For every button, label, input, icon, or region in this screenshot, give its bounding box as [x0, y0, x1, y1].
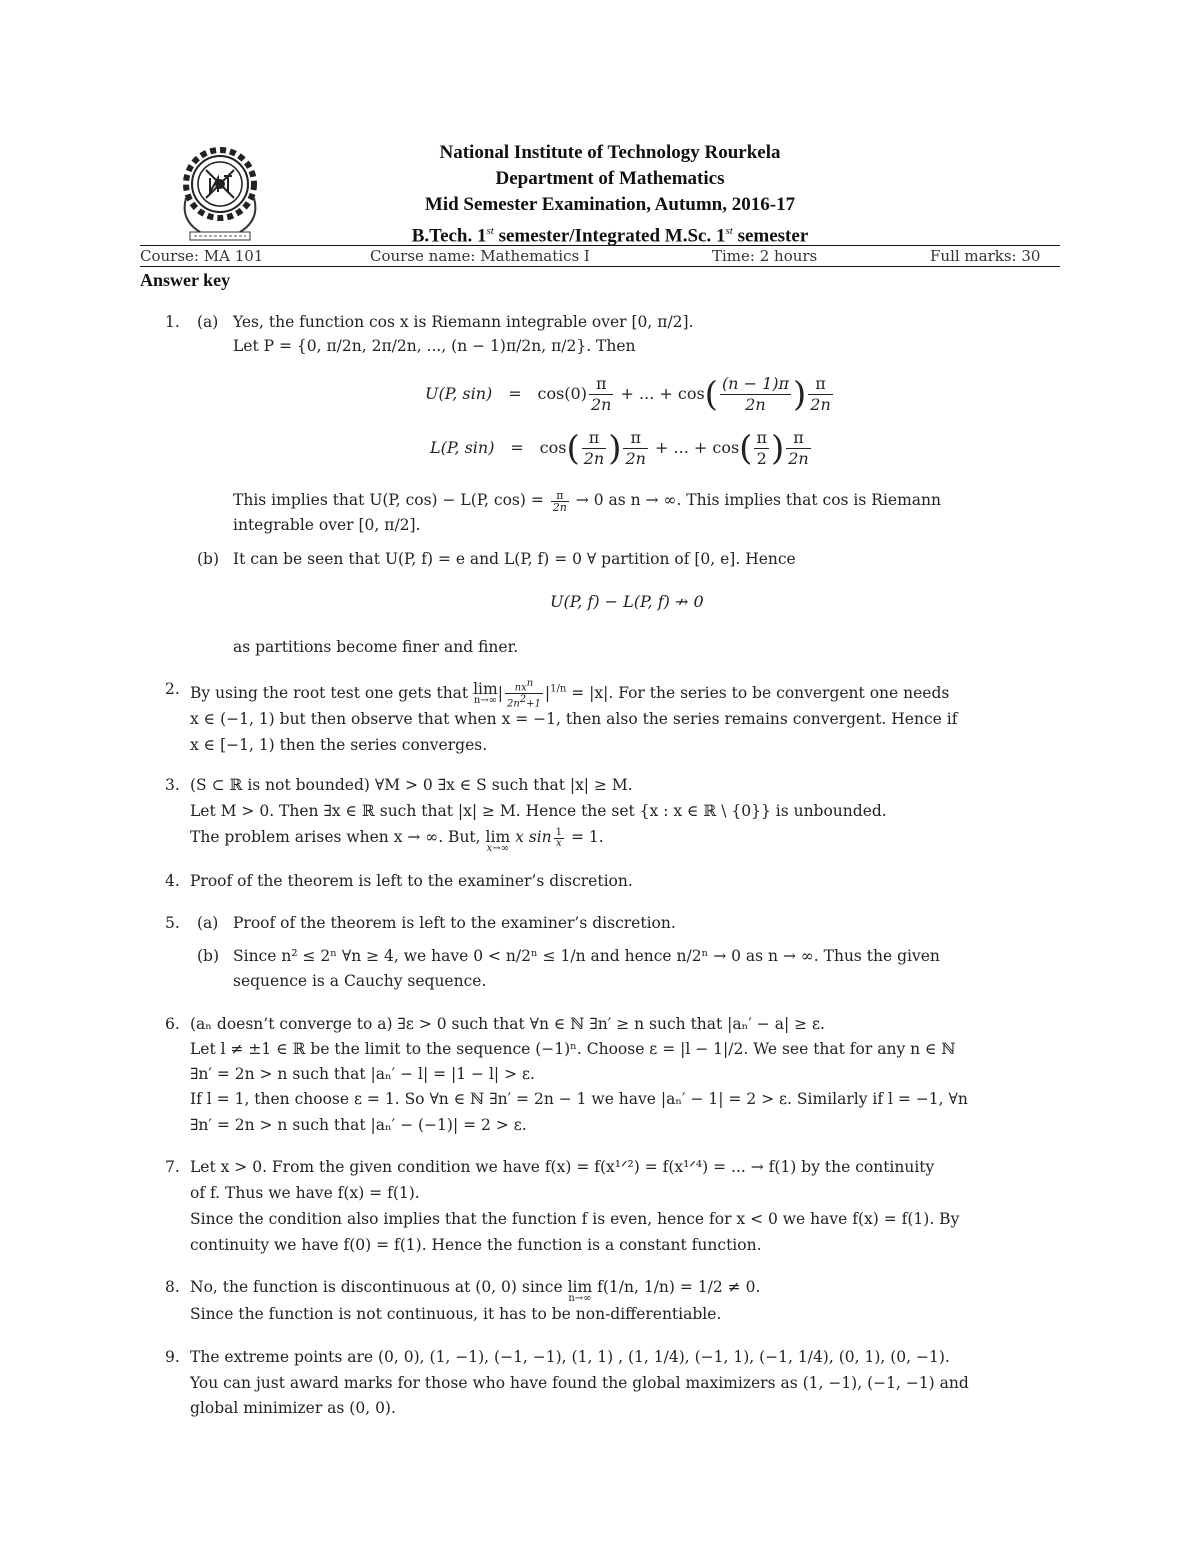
- q9-line1: The extreme points are (0, 0), (1, −1), (−1, −1), (1, 1) , (1, 1/4), (−1, 1), (−1, 1/4), (0, 1), (0, −1).: [190, 1348, 950, 1366]
- q1b-line2: as partitions become finer and finer.: [233, 638, 519, 656]
- department-name: Department of Mathematics: [495, 168, 725, 189]
- q4-number: 4.: [165, 872, 180, 890]
- q2-line3: x ∈ [−1, 1) then the series converges.: [190, 736, 488, 754]
- programme-line: B.Tech. 1st semester/Integrated M.Sc. 1st semester: [411, 225, 809, 247]
- q6-line5: ∃n′ = 2n > n such that |aₙ′ − (−1)| = 2 > ε.: [190, 1116, 527, 1134]
- q1-lower-sum-equation: L(P, sin) = cos( $\frac{\pi}{2n}$ ) $\frac{\pi}{2n}$ + ... + cos( $\frac{\pi}{2}$ ) $\frac{\pi}{2n}$: [430, 428, 809, 469]
- q2-line2: x ∈ (−1, 1) but then observe that when x = −1, then also the series remains convergent. Hence if: [190, 710, 958, 728]
- q7-line1: Let x > 0. From the given condition we have f(x) = f(x¹ᐟ²) = f(x¹ᐟ⁴) = ... → f(1) by the continuity: [190, 1158, 935, 1176]
- q9-line3: global minimizer as (0, 0).: [190, 1399, 396, 1417]
- q3-number: 3.: [165, 776, 180, 794]
- header-divider-bottom: [140, 266, 1060, 267]
- exam-header: [300, 140, 920, 249]
- q2-line1: By using the root test one gets that lim n→∞ | $\frac{nx^n}{2n^2+1}$ $|^{1/n} = |x|$. For the series to be convergent one needs: [190, 678, 950, 710]
- answer-key-title: Answer key: [140, 270, 231, 290]
- institute-name: National Institute of Technology Rourkela: [439, 142, 781, 163]
- q8-line1: No, the function is discontinuous at (0, 0) since lim n→∞ f(1/n, 1/n) = 1/2 ≠ 0.: [190, 1278, 761, 1304]
- institute-logo-icon: [178, 140, 262, 244]
- q5a-line1: Proof of the theorem is left to the examiner’s discretion.: [233, 914, 676, 932]
- q5a-label: (a): [197, 914, 219, 932]
- q6-number: 6.: [165, 1015, 180, 1033]
- exam-duration: Time: 2 hours: [712, 247, 818, 265]
- q7-line3: Since the condition also implies that the function f is even, hence for x < 0 we have f(x) = f(1). By: [190, 1210, 960, 1228]
- q1b-label: (b): [197, 550, 220, 568]
- q5b-line2: sequence is a Cauchy sequence.: [233, 972, 487, 990]
- q3-line3: The problem arises when x → ∞. But, lim x→∞ x sin $\frac{1}{x}$ = 1.: [190, 826, 604, 854]
- course-name: Course name: Mathematics I: [370, 247, 590, 265]
- q1-number: 1.: [165, 313, 180, 331]
- q1b-equation: U(P, f) − L(P, f) ↛ 0: [550, 592, 704, 611]
- q6-line1: (aₙ doesn’t converge to a) ∃ε > 0 such that ∀n ∈ ℕ ∃n′ ≥ n such that |aₙ′ − a| ≥ ε.: [190, 1015, 825, 1033]
- q8-number: 8.: [165, 1278, 180, 1296]
- q1a-line1: Yes, the function cos x is Riemann integrable over [0, π/2].: [233, 313, 694, 331]
- q9-line2: You can just award marks for those who have found the global maximizers as (1, −1), (−1, −1) and: [190, 1374, 969, 1392]
- q1a-line3: This implies that U(P, cos) − L(P, cos) = $\frac{\pi}{2n}$ → 0 as n → ∞. This implies that cos is Riemann: [233, 488, 941, 514]
- q1-upper-sum-equation: U(P, sin) = cos(0) $\frac{\pi}{2n}$ + ... + cos( $\frac{(n - 1)\pi}{2n}$ ) $\frac{\pi}{2n}$: [425, 374, 831, 415]
- q6-line4: If l = 1, then choose ε = 1. So ∀n ∈ ℕ ∃n′ = 2n − 1 we have |aₙ′ − 1| = 2 > ε. Similarly if l = −1, ∀n: [190, 1090, 968, 1108]
- q7-line4: continuity we have f(0) = f(1). Hence the function is a constant function.: [190, 1236, 762, 1254]
- q6-line2: Let l ≠ ±1 ∈ ℝ be the limit to the sequence (−1)ⁿ. Choose ε = |l − 1|/2. We see that for any n ∈ ℕ: [190, 1040, 956, 1058]
- q8-line2: Since the function is not continuous, it has to be non-differentiable.: [190, 1305, 722, 1323]
- q3-line1: (S ⊂ ℝ is not bounded) ∀M > 0 ∃x ∈ S such that |x| ≥ M.: [190, 776, 633, 794]
- q1a-label: (a): [197, 313, 219, 331]
- q9-number: 9.: [165, 1348, 180, 1366]
- q1a-line2: Let P = {0, π/2n, 2π/2n, ..., (n − 1)π/2n, π/2}. Then: [233, 337, 636, 355]
- q7-line2: of f. Thus we have f(x) = f(1).: [190, 1184, 420, 1202]
- course-info-row: [140, 246, 1060, 266]
- q2-number: 2.: [165, 680, 180, 698]
- q3-line2: Let M > 0. Then ∃x ∈ ℝ such that |x| ≥ M. Hence the set {x : x ∈ ℝ \ {0}} is unbounded.: [190, 802, 887, 820]
- q1a-line4: integrable over [0, π/2].: [233, 516, 421, 534]
- q1b-line1: It can be seen that U(P, f) = e and L(P, f) = 0 ∀ partition of [0, e]. Hence: [233, 550, 796, 568]
- q4-line1: Proof of the theorem is left to the examiner’s discretion.: [190, 872, 633, 890]
- q6-line3: ∃n′ = 2n > n such that |aₙ′ − l| = |1 − l| > ε.: [190, 1065, 535, 1083]
- q7-number: 7.: [165, 1158, 180, 1176]
- q5b-label: (b): [197, 947, 220, 965]
- exam-title: Mid Semester Examination, Autumn, 2016-17: [424, 194, 796, 215]
- full-marks: Full marks: 30: [930, 247, 1041, 265]
- course-code: Course: MA 101: [140, 247, 264, 265]
- q5b-line1: Since n² ≤ 2ⁿ ∀n ≥ 4, we have 0 < n/2ⁿ ≤ 1/n and hence n/2ⁿ → 0 as n → ∞. Thus the given: [233, 947, 940, 965]
- q5-number: 5.: [165, 914, 180, 932]
